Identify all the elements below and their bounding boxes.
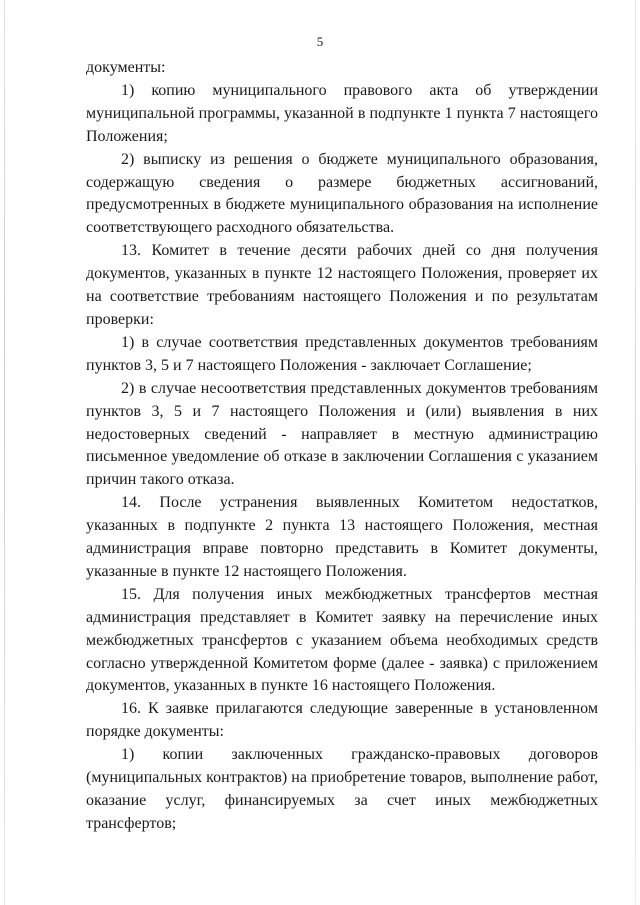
paragraph-item-2-budget-extract: 2) выписку из решения о бюджете муниципального образования, содержащую сведения о размере бюджетных ассигнований, предусмотренных в бюджете муниципального образования на исполнение соответствующего расходного обязательства. [86,150,598,237]
paragraph-clause-13-item-2: 2) в случае несоответствия представленных документов требованиям пунктов 3, 5 и 7 настоящего Положения и (или) выявления в них недостоверных сведений - направляет в местную администрацию письменное уведомление об отказе в заключении Соглашения с указанием причин такого отказа. [86,379,598,489]
document-body [86,57,598,836]
paragraph-clause-15: 15. Для получения иных межбюджетных трансфертов местная администрация представляет в Комитет заявку на перечисление иных межбюджетных трансфертов с указанием объема необходимых средств согласно утвержденной Комитетом форме (далее - заявка) с приложением документов, указанных в пункте 16 настоящего Положения. [86,585,598,695]
scan-edge-left [4,0,5,905]
page-number: 5 [316,34,324,49]
paragraph-clause-16: 16. К заявке прилагаются следующие заверенные в установленном порядке документы: [86,700,598,741]
scan-edge-right [635,0,636,905]
paragraph-clause-13-item-1: 1) в случае соответствия представленных документов требованиям пунктов 3, 5 и 7 настоящего Положения - заключает Соглашение; [86,333,598,374]
paragraph-clause-13: 13. Комитет в течение десяти рабочих дней со дня получения документов, указанных в пункте 12 настоящего Положения, проверяет их на соответствие требованиям настоящего Положения и по результатам проверки: [86,242,598,328]
paragraph-item-1-copy-act: 1) копию муниципального правового акта об утверждении муниципальной программы, указанной в подпункте 1 пункта 7 настоящего Положения; [86,81,598,145]
paragraph-clause-16-item-1: 1) копии заключенных гражданско-правовых договоров (муниципальных контрактов) на приобретение товаров, выполнение работ, оказание услуг, финансируемых за счет иных межбюджетных трансфертов; [86,746,598,832]
paragraph-continuation: документы: [86,59,166,76]
paragraph-clause-14: 14. После устранения выявленных Комитетом недостатков, указанных в подпункте 2 пункта 13 настоящего Положения, местная администрация вправе повторно представить в Комитет документы, указанные в пункте 12 настоящего Положения. [86,494,598,580]
